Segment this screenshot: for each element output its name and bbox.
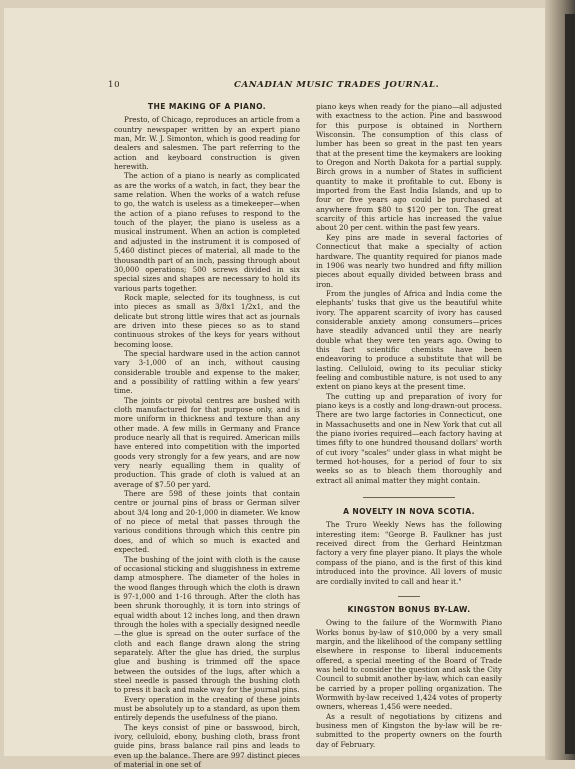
magazine-page [4, 8, 545, 769]
article-paragraph: The action of a piano is nearly as complicated as are the works of a watch, in fact, they bear the same relation. When the works of a watch refuse to go, the watch is useless as a timekeeper—when the action of a piano refuses to respond to the touch of the player, the piano is useless as a musical instrument. When an action is completed and adjusted in the instrument it is composed of 5,460 distinct pieces of material, all made to the thousandth part of an inch, passing through about 30,000 operations; 500 screws divided in six special sizes and shapes are necessary to hold its various parts together. [114, 171, 300, 293]
right-column [316, 102, 502, 749]
running-header [4, 80, 545, 94]
article-paragraph: As a result of negotiations by citizens and business men of Kingston the by-law will be re-submitted to the property owners on the fourth day of February. [316, 711, 502, 749]
article-paragraph: The keys consist of pine or basswood, birch, ivory, celluloid, ebony, bushing cloth, brass front guide pins, brass balance rail pins and leads to even up the balance. There are 997 distinct pieces of material in one set of [114, 722, 300, 769]
section-divider [398, 596, 420, 597]
article-paragraph: Rock maple, selected for its toughness, is cut into pieces as small as 3/8x1 1/2x1, and the delicate but strong little wires that act as journals are driven into these pieces so as to stand continuous strokes of the keys for years without becoming loose. [114, 292, 300, 349]
article-paragraph: The cutting up and preparation of ivory for piano keys is a costly and long-drawn-out process. There are two large factories in Connecticut, one in Massachusetts and one in New York that cut all the piano ivories required—each factory having at times fifty to one hundred thousand dollars' worth of cut ivory "scales" under glass in what might be termed hot-houses, for a period of four to six weeks so as to bleach them thoroughly and extract all animal matter they might contain. [316, 391, 502, 485]
article-title-kingston-bonus-by-law: KINGSTON BONUS BY-LAW. [347, 604, 471, 614]
article-paragraph: The Truro Weekly News has the following interesting item: "George B. Faulkner has just received direct from the Gerhard Heintzman factory a very fine player piano. It plays the whole compass of the piano, and is the first of this kind introduced into the province. All lovers of music are cordially invited to call and hear it." [316, 520, 502, 586]
section-divider [363, 497, 455, 498]
article-paragraph: The bushing of the joint with cloth is the cause of occasional sticking and sluggishness in extreme damp atmosphere. The diameter of the holes in the wood flanges through which the cloth is drawn is 97-1,000 and 1-16 through. After the cloth has been shrunk thoroughly, it is torn into strings of equal width about 12 inches long, and then drawn through the holes with a specially designed needle—the glue is spread on the outer surface of the cloth and each flange drawn along the string separately. After the glue has dried, the surplus glue and bushing is trimmed off the space between the outsides of the lugs, after which a steel needle is passed through the bushing cloth to press it back and make way for the journal pins. [114, 554, 300, 695]
article-paragraph: From the jungles of Africa and India come the elephants' tusks that give us the beautiful white ivory. The apparent scarcity of ivory has caused considerable anxiety among consumers—prices have steadily advanced until they are nearly double what they were ten years ago. Owing to this fact scientific chemists have been endeavoring to produce a substitute that will be lasting. Celluloid, owing to its peculiar sticky feeling and combustible nature, is not used to any extent on piano keys at the present time. [316, 288, 502, 392]
book-binding-edge [565, 14, 575, 754]
journal-title: CANADIAN MUSIC TRADES JOURNAL. [234, 80, 440, 90]
article-title-making-of-a-piano: THE MAKING OF A PIANO. [147, 102, 267, 111]
left-column [114, 102, 300, 769]
page-number: 10 [108, 80, 121, 90]
article-paragraph: The special hardware used in the action cannot vary 3-1,000 of an inch, without causing considerable trouble and expense to the maker, and a possibility of rattling within a few years' time. [114, 348, 300, 396]
article-paragraph: The joints or pivotal centres are bushed with cloth manufactured for that purpose only, and is more uniform in thickness and texture than any other made. A few mills in Germany and France produce nearly all that is required. American mills have entered into competition with the imported goods very strongly for a few years, and are now very nearly equalling them in quality of production. This grade of cloth is valued at an average of $7.50 per yard. [114, 395, 300, 489]
article-paragraph: Every operation in the creating of these joints must be absolutely up to a standard, as upon them entirely depends the usefulness of the piano. [114, 694, 300, 723]
article-continuation-paragraph: piano keys when ready for the piano—all adjusted with exactness to the action. Pine and basswood for this purpose is obtained in Northern Wisconsin. The consumption of this class of lumber has been so great in the past ten years that at the present time the keymakers are looking to Oregon and North Dakota for a partial supply. Birch grows in a number of States in sufficient quantity to make it profitable to cut. Ebony is imported from the East India Islands, and up to four or five years ago could be purchased at anywhere from $80 to $120 per ton. The great scarcity of this article has increased the value about 20 per cent. within the past few years. [316, 102, 503, 233]
article-paragraph: There are 598 of these joints that contain centre or journal pins of brass or German silver about 3/4 long and 20-1,000 in diameter. We know of no piece of metal that passes through the various conditions through which this centre pin does, and of which so much is exacted and expected. [114, 489, 300, 555]
article-paragraph: Presto, of Chicago, reproduces an article from a country newspaper written by an expert piano man, Mr. W. J. Simonton, which is good reading for dealers and salesmen. The part referring to the action and keyboard construction is given herewith. [114, 115, 300, 172]
article-paragraph: Key pins are made in several factories of Connecticut that make a specialty of action hardware. The quantity required for pianos made in 1906 was nearly two hundred and fifty million pieces about equally divided between brass and iron. [316, 232, 502, 289]
article-title-novelty-nova-scotia: A NOVELTY IN NOVA SCOTIA. [343, 507, 475, 517]
article-paragraph: Owing to the failure of the Wormwith Piano Works bonus by-law of $10,000 by a very small margin, and the likelihood of the company settling elsewhere in response to liberal inducements offered, a special meeting of the Board of Trade was held to consider the question and ask the City Council to submit another by-law, which can easily be carried by a proper polling organization. The Wormwith by-law received 1,424 votes of property owners, whereas 1,456 were needed. [316, 618, 502, 712]
